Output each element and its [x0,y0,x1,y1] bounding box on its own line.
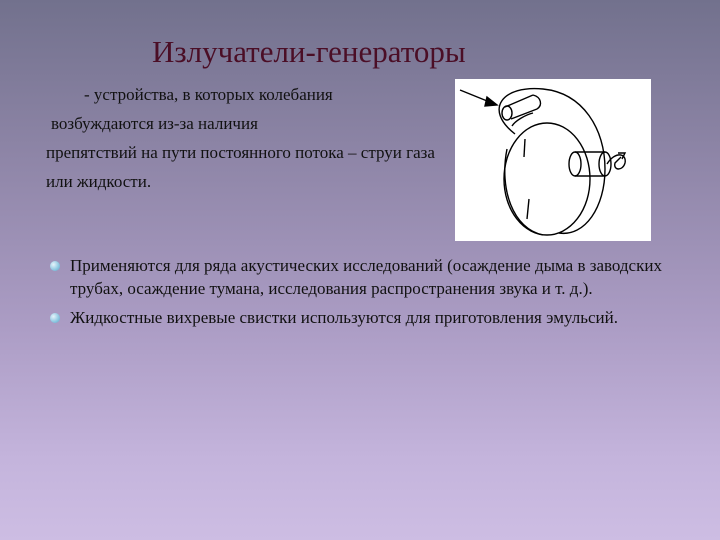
intro-line: или жидкости. [46,172,152,191]
bullet-list [50,254,670,335]
intro-line: возбуждаются из-за наличия [51,114,258,133]
intro-line: препятствий на пути постоянного потока – струи газа [46,143,435,162]
slide-title: Излучатели-генераторы [152,34,466,69]
intro-text [46,80,526,196]
bullet-item: Применяются для ряда акустических исследований (осаждение дыма в заводских трубах, осаждение тумана, исследования распространения звука и т. д.). [50,254,670,300]
whistle-diagram [455,79,651,241]
vortex-whistle-illustration [455,79,651,241]
intro-line: - устройства, в которых колебания [84,85,333,104]
bullet-item: Жидкостные вихревые свистки используются для приготовления эмульсий. [50,306,670,329]
